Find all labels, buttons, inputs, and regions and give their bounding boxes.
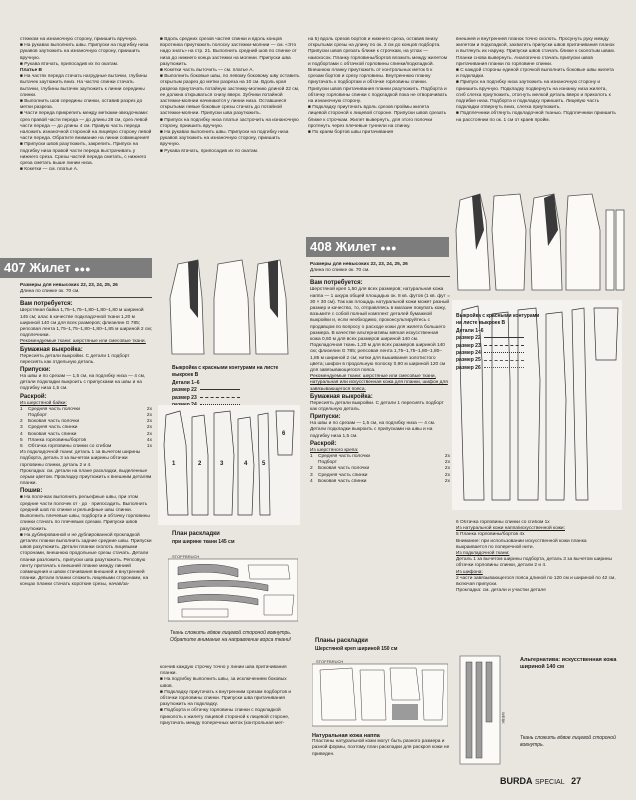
paragraph: 5 Планка горловины/бортов 4x [456,532,525,538]
cut-cell: 2x [444,466,450,472]
cut-cell: 1 [20,406,23,412]
paragraph: ■ На дублированной и не дублированной прокладкой деталях планки выполнить задние средние швы. Припуски швов разутюжить. Детали планки сколоть лицевыми сторонами, внешнюю продольные срезы стачать. Детали планки разложить, припуски шва разутюжить. Репсовую ленту притачать к внешней планке между линией совмещения и швом стачивания внешней и внутренней планки. Детали планки сложить лицевыми сторонами, на концах планки стачать короткие срезы, начав/за- [20,532,152,588]
legend-title: Выкройка с красными контурами на листе выкроек В [172,365,279,379]
section-heading: Припуски: [20,367,51,374]
section-heading: Бумажная выкройка: [310,393,373,400]
layout-heading: План раскладки [172,531,220,537]
paragraph: ■ Рукава втачать, припосадив их по окатам. [160,148,259,154]
col2-top-text [160,37,300,252]
cut-cell: Боковая часть спинки [318,478,367,484]
cut-cell: 2x [146,425,152,431]
alt-leather-heading [520,657,618,717]
vest-back-piece [492,194,526,290]
vest-408-illustration [450,190,630,300]
page-footer [500,776,581,786]
cut-cell: 5 [20,437,23,443]
cut-row [310,479,450,485]
svg-text:5: 5 [262,461,266,467]
paragraph: ■ Выполнить шов середины спинки, оставив разрез до метки разреза. [20,99,143,111]
legend-title: Выкройка с красными контурами на листе выкроек В [456,313,540,327]
paragraph: Из подкладочной ткани: деталь 1 за вычетом ширины подборта, деталь 3 за вычетом ширины обтачки горловины спинки, деталь 2 и 4. [20,450,141,468]
page-number: 27 [571,776,582,786]
paragraph: ■ Кокетки — см. платье А. [20,167,79,173]
vest-back-view [566,194,600,290]
cut-cell: Боковая часть полочки [28,419,80,425]
fabric-label: Из шерстяного крепа: [310,447,359,453]
cut-cell: 2x [444,460,450,466]
cut-cell: 4 [310,478,313,484]
cut-cell: 4x [146,437,152,443]
paragraph: ■ Подборта и обтачку горловины спинки с подкладкой приколоть к жилету лицевой стороной к лицевой стороне, приутачать между поперечных меток (контрольная мет- [160,708,290,726]
cut-cell: 2x [146,406,152,412]
cut-cell: 2x [146,419,152,425]
paragraph: ■ Части переда прикрепить между метками-звездочками: срез правой части переда — до длины 28 см, срез левой части переда — до длины 4 см. Правую часть переда наложить изнаночной стороной на лицевую сторону левой части переда. Обратите внимание на линии совмещения! [20,111,152,142]
paragraph: Рекомендуемые ткани: шерстяные или смесовые ткани, натуральная или искусственная кожа для планки, шифон для завязывающегося пояса. [310,374,448,392]
article-number: 408 [310,239,332,254]
cut-cell: Подборт [28,413,47,419]
cut-cell: Обтачка горловины спинки со сгибом [28,444,112,450]
legend-size-23: размер 23 [456,343,546,350]
legend-size-26: размер 26 [456,365,546,372]
paragraph: Пластины натуральной кожи могут быть разного размера и разной формы, поэтому план раскладки для раскроя кожи не приведен. [312,739,450,757]
paragraph: ■ Припуск на подгибку низа заутюжить на изнаночную сторону и приишить вручную. Подкладку подвернуть на изнанку низа жилета, сгиб слегка приутюжить, отогнуть мелкой деталь вверх и приколоть к подгибке низа. Подборта и подкладку приишить. Лицевую часть подкладки отвернуть вниз, слегка приутюжить. [456,80,611,111]
paragraph: Пересиять детали выкройки. С детали 1 пересиять подборт как отдельную деталь. [310,400,444,413]
fold-label: STOFFBRUCH [172,555,200,559]
article-title: Жилет [29,260,71,275]
paragraph: ■ Подкладку приутачать к внутренним срезам подбортов и обтачки горловины спинки. Припуски шва притачивания разутюжить на подкладку. [160,689,292,708]
vest-407-illustration [158,258,300,358]
cut-cell: 2 [20,419,23,425]
length: Длина по спинке ок. 70 см. [20,289,80,295]
paragraph: Деталь 1 за вычетом ширины подборта, деталь 3 за вычетом ширины обтачки горловины спинки, детали 2 и 4. [456,557,612,569]
cut-list [20,407,152,450]
layout-sub: при ширине ткани 145 см [172,539,235,545]
cut-cell: 2x [444,454,450,460]
paragraph: ■ Вдоль средних срезов частей спинки и вдоль концов воротника приутюжить полоску застежки-молнии — см. «Это надо знать» на стр. 21. Выполнить средний шов по спинке от низа до нижнего конца застежки на молнии. Припуски шва разутюжить. [160,37,297,67]
paragraph: кончив каждую строчку точно у линии шва притачивания планки. [160,665,287,677]
difficulty-dots: ●●● [380,243,397,253]
alt-heading: Альтернатива: искусственная кожа шириной 140 см [520,657,617,670]
paragraph: ■ На рукавах выполнить швы. Припуски на подгибку низа рукавов заутюжить на изнаночную сторону, приишить вручную. [160,130,289,148]
paragraph: ■ Припуски швов разутюжить, закрепить. Припуск на подгибку низа правой части переда выстрачивать у нижнего среза. Срезы частей переда сметать, с нижнего среза сметать выше линии низа. [20,142,147,167]
paragraph: На швы и по срезам — 1,5 см, на подгибку низа — 4 см. Детали подкладки выкроить с припусками на швы и на подгибку низа 1,5 см. [310,421,436,439]
layout-407-caption: Ткань сложить вдвое лицевой стороной вовнутрь. Обратите внимание на направление ворса ткани! [170,630,292,643]
article-title: Жилет [335,239,377,254]
sizes: Размеры для невысоких 22, 23, 24, 25, 26 [310,262,408,267]
article-number: 407 [4,260,26,275]
cut-cell: Планка горловины/бортов [28,437,87,443]
legend-408 [456,313,546,372]
layout-sub: Шерстяной креп шириной 150 см [315,646,398,652]
paragraph: ■ Припуск на подгибку низа платье застрочить на изнаночную сторону, приишить вручную. [160,117,299,129]
svg-text:3: 3 [220,461,224,467]
cut-cell: 1x [146,444,152,450]
legend-size-24: размер 24 [456,350,546,357]
fold-label: STOFFBRUCH [316,660,344,664]
brand: BURDA [500,776,533,786]
leather-note [312,733,452,773]
cut-cell: 3 [20,425,23,431]
col2-bottom-text [160,665,300,785]
paragraph: ■ На полочках выполнить рельефные швы, при этом средние части полочек от · до · припосадить. Выполнить средний шов по спинке и рельефные швы спинки. Выполнить плечевые швы, подборта и обтачку горловины спинки стачать по плечевым срезам. Припуски швов разутюжить. [20,495,150,532]
fabric-label: Из шерстяной байки: [20,400,67,406]
cut-cell: Боковая часть спинки [28,431,77,437]
subheading: Платье В [20,68,42,74]
length: Длина по спинке ок. 70 см. [310,268,370,274]
svg-text:6: 6 [282,431,286,437]
paragraph: ■ С каждой стороны единой строчкой выполнить боковые швы жилета и подкладки. [456,68,614,80]
cut-cell: Боковая часть полочки [318,466,370,472]
cut-cell: 2x [146,413,152,419]
section-heading: Бумажная выкройка: [20,346,83,353]
vest-front-view [170,260,204,354]
col4-top-text [456,37,616,187]
paragraph: ■ Кокетки часть выточить — см. платье А. [160,68,254,74]
col4-bottom-text [456,520,618,650]
cut-cell: 2x [444,472,450,478]
cut-cell: 3 [310,472,313,478]
paragraph: Прокладка: см. детали на плане раскладки, выделенные серым цветом. Прокладку приутюжить к внешним деталям планки. [20,468,152,487]
paragraph: ■ На частях переда стачать нагрудные вытачки, глубины вытачек заутюжить вниз. На частях спинки стачать вытачки, глубины вытачек заутюжить к линии середины спинки. [20,74,148,98]
col1-407-text [20,283,152,783]
section-heading: Пошив: [20,488,43,495]
alt-leather-caption: Ткань сложить вдвое лицевой стороной вовнутрь. [520,735,616,748]
paragraph: Внешнюю планку приутюжить от контрольных меток 5 к срезам бортов и срезу горловины. Внутреннюю планку приутачать к подбортам и обтачке горловины спинки. Припуски швов притачивания планки разутюжить. Подборта и обтачку горловины спинки с подкладкой пока не отворачивать на изнаночную сторону. [308,68,448,105]
fabric-label: Из натуральной кожи наппа/искусственной кожи: [456,526,565,532]
selvage-label: WEBK [501,712,506,724]
paragraph: ■ Подплечники обтянуть подкладочной тканью. Подплечники приишить на расстоянии по ок. 1 см от краев пройм. [456,111,616,123]
layout-408-heading-block [315,637,445,659]
section-heading: Вам потребуется: [310,280,363,287]
legend-details: Детали 1–6 [172,379,200,386]
paragraph: Рекомендуемые ткани: шерстяные или смесовые ткани. [20,339,146,345]
paragraph: Прокладка: см. детали и участки детале [456,588,546,594]
pattern-pieces-407 [158,405,300,525]
cutting-layout-407 [168,555,298,625]
col3-top-text [308,37,448,237]
col1-top-text [20,37,153,252]
difficulty-dots: ●●● [74,264,91,274]
legend-size-25: размер 25 [456,357,546,364]
paragraph: ■ Выполнить боковые швы, по левому боковому шву оставить открытым разрез до метки разреза на 10 см. Вдоль края разреза приутачать потайную застежку-молнию длиной 22 см, ее должна открываться снизу вверх. Зубчики потайной застежки-молнии начинаются у линии низа. Оставшиеся открытыми левые боковые срезы стачать до потайной застежки-молнии. Припуски шва разутюжить. [160,74,300,117]
legend-details: Детали 1–6 [456,327,484,334]
fabric-label: Из подкладочной ткани: [456,551,510,557]
paragraph: Шерстяной креп 1,50 для всех размеров; натуральная кожа наппа — 1 шкура общей площадью ок. 8 кв. футов (1 кв. фут = 30 × 30 см). Так как площадь натуральной кожи может разный размер и качество, то, отправляясь в магазин покупать кожу, возьмите с собой полный комплект деталей бумажной выкройки и, если необходимо, проконсультируйтесь с продавцом по вопросу о расходе кожи для жилета большего размера. В качестве альтернативы мягкая искусственная кожа 0,60 м для всех размеров шириной 140 см. Подкладочная ткань 1,20 м для всех размеров шириной 140 см; флизелин G 785; репсовая лента 1,75–1,75–1,80–1,80–1,85 м шириной 2 см; нитки для вышивания золотистого цвета; шифон в продольную полоску 0,90 м шириной 120 см для завязывающегося пояса. [310,287,450,374]
cut-cell: 2x [444,478,450,484]
paragraph: ■ Подкладку приутачать вдоль срезов проймы жилета лицевой стороной к лицевой стороне. Припуски швов срезать ближе к строчкам. Жилет вывернуть, для этого полочки протянуть через плечевые туннели на спинку. [308,105,447,129]
paragraph: ■ На подгибку выполнить швы, за исключением боковых швов. [160,677,287,689]
paragraph: 6 Обтачка горловины спинки со сгибом 1x [456,520,550,525]
vest-back-view [214,260,250,354]
cutting-layout-408 [312,660,448,730]
layout-407-heading-block [172,530,298,552]
section-heading: Вам потребуется: [20,301,73,308]
cut-cell: Подборт [318,460,337,466]
paragraph: внешней и внутренней планок точно сколоть. Просунуть руку между жилетом и подкладкой, захватить припуски швов притачивания планок и вытянуть их наружу. Припуски швов стачать ближе к сколотым швам. Планки снова вывернуть. Аналогично стачать припуски швов притачивания планки по горловине спинки. [456,37,615,67]
legend-size-26: размер 26 [172,417,298,424]
cut-cell: Средняя часть полочки [318,454,371,460]
section-heading: Раскрой: [20,393,47,400]
cut-cell: 6 [20,444,23,450]
legend-size-24: размер 24 [172,402,298,409]
svg-text:1: 1 [172,461,176,467]
layout-heading: Планы раскладки [315,638,368,644]
svg-text:4: 4 [244,461,248,467]
cut-cell: 1 [310,454,313,460]
leather-heading: Натуральная кожа наппа [312,733,380,739]
vest-placket-strip [616,210,624,290]
cut-cell: 2x [146,431,152,437]
paragraph: на 5) вдоль срезов бортов и нижнего среза, оставив внизу открытыми срезы на длину по ок. 3 см до концов подборта. Припуски швов срезать ближе к строчкам, на углах — наискосок. Планку горловины/бортов вложить между жилетом и подбортами с обтачкой горловины спинки/подкладкой. [308,37,447,67]
vest-placket-strip [606,210,614,290]
section-heading: Раскрой: [310,440,337,447]
col3-408-text [310,262,450,642]
sizes: Размеры для невысоких 22, 23, 24, 25, 26 [20,283,118,288]
fabric-label: Из шифона: [456,569,483,575]
cut-cell: 2 [310,466,313,472]
article-header-407 [0,258,152,278]
cut-cell: Средняя часть спинки [28,425,78,431]
paragraph: Внимание: при использовании искусственной кожи планка выкраивается по поперечной нити. [456,538,587,550]
cut-list [310,454,450,485]
paragraph: ■ Рукава втачать, припосадив их по окатам. [20,61,119,67]
alt-leather-layout [456,652,516,768]
paragraph: 2 части завязывающегося пояса длиной по 120 см и шириной по 42 см, включая припуски. [456,575,616,588]
cut-cell: 4 [20,431,23,437]
paragraph: На швы и по срезам — 1,5 см, на подгибку низа — 4 см, детали подкладки выкроить с припусками на швы и на подгибку низа 1,5 см. [20,374,146,392]
legend-size-22: размер 22 [172,387,298,394]
brand-sub: SPECIAL [535,779,565,786]
legend-size-22: размер 22 [456,335,546,342]
legend-size-25: размер 25 [172,409,298,416]
legend-size-23: размер 23 [172,395,298,402]
paragraph: Пересиять детали выкройки. С детали 1 подборт пересиять как отдельную деталь. [20,353,130,365]
cut-cell: Средняя часть спинки [318,472,368,478]
paragraph: Шерстяная байка 1,75–1,75–1,80–1,80–1,80 м шириной 145 см; алас в качестве подкладочной ткани 1,20 м шириной 140 см для всех размеров; флизелин G 785; репсовая лента 1,75–1,75–1,80–1,80–1,85 м шириной 2 см; подплечники. [20,308,152,339]
paragraph: стежком на изнаночную сторону, приишить вручную. [20,37,138,42]
paragraph: ■ На рукавах выполнить швы. Припуски на подгибку низа рукавов заутюжить на изнаночную сторону, приишить вручную. [20,43,149,61]
svg-text:2: 2 [198,461,202,467]
article-header-408 [306,237,449,257]
paragraph: ■ По краям бортов швы притачивания [308,130,394,136]
section-heading: Припуски: [310,414,341,421]
cut-cell: Средняя часть полочки [28,406,81,412]
